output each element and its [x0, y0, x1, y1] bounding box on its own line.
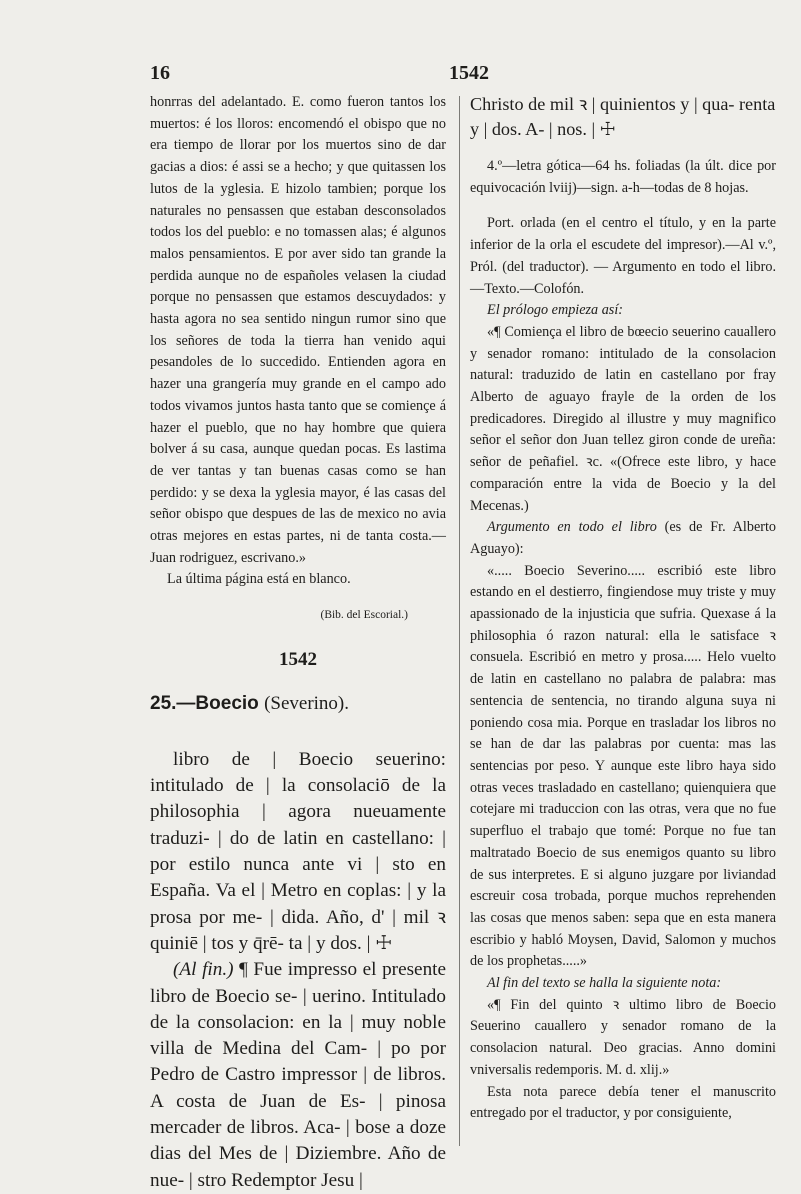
left-column	[150, 92, 446, 1194]
closing-text: Esta nota parece debía tener el manuscrito entregado por el traductor, y por consiguiente,	[470, 1083, 776, 1122]
entry-name: (Severino).	[264, 692, 350, 714]
blank-page-note: La última página está en blanco.	[167, 571, 351, 588]
book-title-transcription: libro de | Boecio seuerino: intitulado de | la consolaciō de la philosophia | agora nueuamente traduzi- | do de latin en castellano: | por estilo nunca ante vi | sto en España. Va el | Metro en coplas: | y la prosa por me- | dida. Año, d' | mil ꝛ quiniē | tos y q̄rē- ta | y dos. | ☩	[150, 748, 446, 954]
argument-text: «..... Boecio Severino..... escribió este libro estando en el destierro, fingiendose muy triste y muy apassionado de la injusticia que sufria. Quexase á la philosophia ó razon natural: ella le satisface ꝛ consuela. Escribió en metro y prosa..... Helo vuelto de latin en castellano no palabra de palabra: mas sentencia de sentencia, no tirando alguna suya ni poniendo cosa mia. Porque en trasladar los libros no se han de dar las palabras por cuenta: mas las sentencias por peso. Y aunque este libro haya sido otras veces trasladado en castellano; quienquiera que cotejare mi traduccion con las otras, vera que no fue superfluo el trabajo que tomé: Porque no fue tan maltratado Boecio de sus enemigos quanto su libro de sus interpretes. E si alguno juzgare por liviandad escreuir cosa trobada, porque muchos reprehenden las cosas que menos saben: sepa que en esta manera escribio y habló Moysen, David, Salomon y muchos de los prophetas.....»	[470, 562, 776, 970]
argument-label: Argumento en todo el libro	[487, 519, 657, 536]
prologue-label: El prólogo empieza así:	[487, 302, 623, 319]
running-head-year: 1542	[449, 62, 489, 84]
title-continuation: Christo de mil ꝛ | quinientos y | qua- renta y | dos. A- | nos. | ☩	[470, 94, 776, 139]
argument-attribution: (es de Fr. Alberto Aguayo):	[470, 519, 776, 557]
contents-note: Port. orlada (en el centro el título, y en la parte inferior de la orla el escudete del impresor).—Al v.º, Pról. (del traductor). — Argumento en todo el libro.—Texto.—Colofón.	[470, 215, 776, 297]
colophon-label: (Al fin.)	[173, 959, 234, 981]
physical-description: 4.º—letra gótica—64 hs. foliadas (la últ. dice por equivocación lviij)—sign. a-h—todas de 8 hojas.	[470, 158, 776, 196]
entry-number: 25.—	[150, 692, 196, 714]
section-year: 1542	[279, 648, 317, 670]
continued-letter-text: honrras del adelantado. E. como fueron tantos los muertos: é los lloros: encomendó el obispo que no era tiempo de llorar por los muertos sino de dar gacias a dios: é assi se a hecho; y que quitassen los lutos de la yglesia. E hizolo tambien; porque los naturales no pensassen que estaban desconsolados todos los del pueblo: e no tomassen alas; é algunos malos pensamientos. E por aver sido tan grande la perdida aunque no de españoles velasen la ciudad porque no pensassen que estamos descuydados: y hasta agora no sea sentido ningun rumor sino que los señores de toda la tierra han venido aqui pesandoles de lo succedido. Entienden agora en hazer una grangería muy grande en el campo ado todos vivamos juntos hasta tanto que se comiençe á hazer el pueblo, que no hay hombre que quiera bolver á su casa, aunque quedan pocas. Es lastima de ver tantas y tan buenas casas como se han perdido: y se dexa la yglesia mayor, é las casas del señor obispo que despues de las de mexico no avia otras mejores en estas partes, ni de tanta costa.—Juan rodriguez, escrivano.»	[150, 94, 446, 566]
end-note-label: Al fin del texto se halla la siguiente nota:	[487, 975, 722, 992]
entry-author: Boecio	[195, 692, 259, 714]
column-divider	[459, 96, 460, 1146]
right-column	[470, 92, 776, 1125]
end-note-text: «¶ Fin del quinto ꝛ ultimo libro de Boecio Seuerino cauallero y senador romano de la consolacion natural. Deo gracias. Anno domini vniversalis redemporis. M. d. xlij.»	[470, 996, 776, 1078]
prologue-text: «¶ Comiença el libro de bœecio seuerino cauallero y senador romano: intitulado de la consolacion natural: traduzido de latin en castellano por fray Alberto de aguayo frayle de la orden de los predicadores. Diregido al illustre y muy magnifico señor el señor don Juan tellez giron conde de ureña: señor de peñafiel. ꝛc. «(Ofrece este libro, y hace comparación entre la vida de Boecio y la del Mecenas.)	[470, 323, 776, 514]
library-reference: (Bib. del Escorial.)	[320, 609, 408, 622]
colophon-text: ¶ Fue impresso el presente libro de Boecio se- | uerino. Intitulado de la consolacion: en la | muy noble villa de Medina del Cam- | po por Pedro de Castro impressor | de libros. A costa de Juan de Es- | pinosa mercader de libros. Aca- | bose a doze dias del Mes de | Diziembre. Año de nue- | stro Redemptor Jesu |	[150, 959, 447, 1191]
page-number: 16	[150, 62, 170, 84]
argument-heading	[470, 517, 776, 560]
entry-heading	[150, 693, 446, 715]
colophon	[150, 957, 446, 1194]
page-header	[0, 62, 801, 88]
